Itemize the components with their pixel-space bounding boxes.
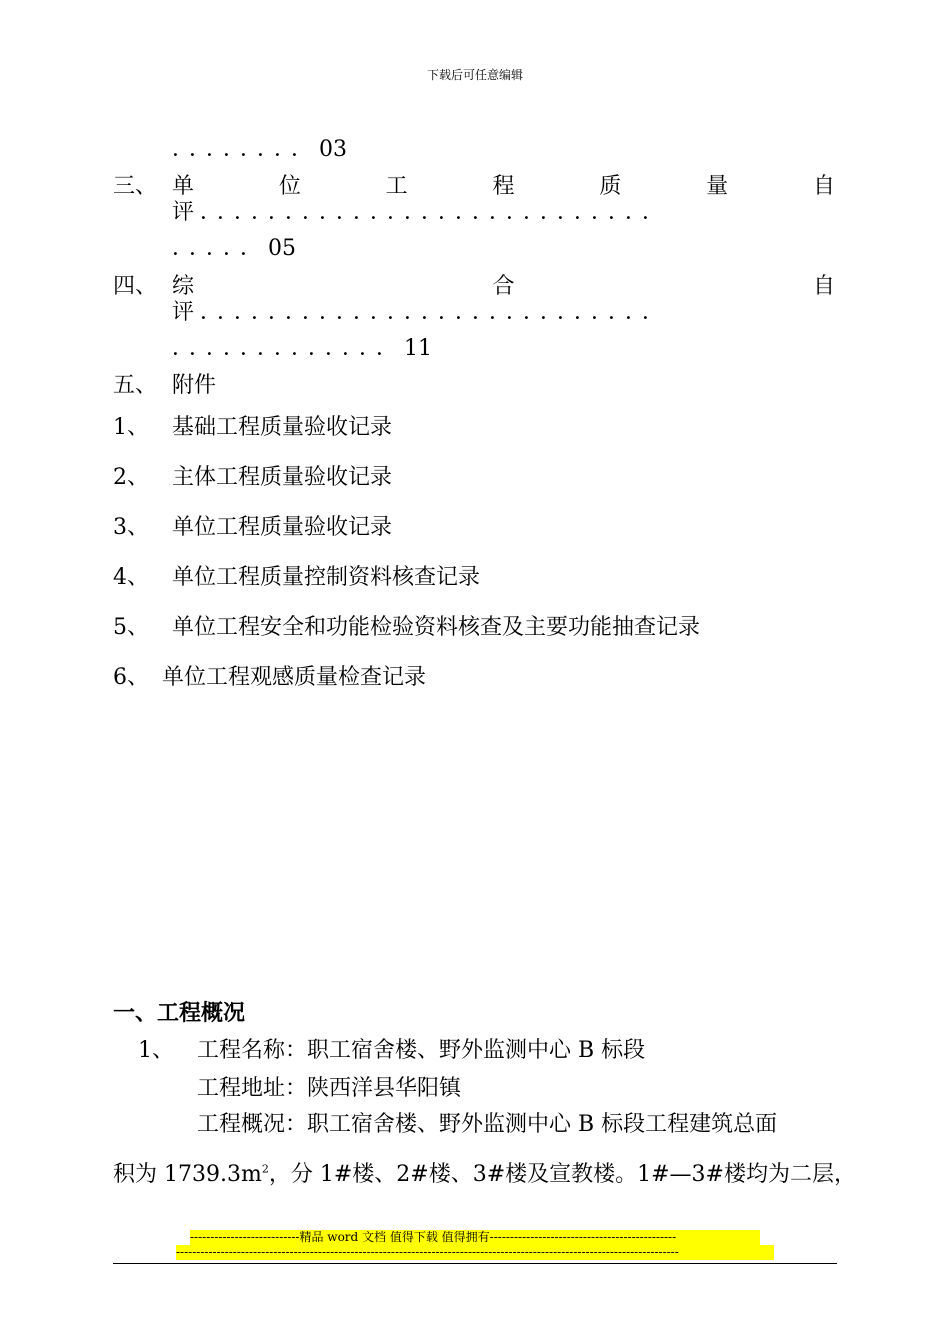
attachment-number: 6、 <box>113 665 149 690</box>
toc-dots: ．．．．． <box>172 236 269 261</box>
toc-title-char: 量 <box>706 174 729 199</box>
toc-item-number: 四、 <box>113 274 158 299</box>
toc-title-char: 工 <box>385 174 408 199</box>
overview-text: 积为 1739.3m <box>113 1162 262 1187</box>
toc-item-title: 附件 <box>172 373 217 398</box>
section-heading: 一、工程概况 <box>113 1000 246 1026</box>
project-overview-line1: 工程概况：职工宿舍楼、野外监测中心 B 标段工程建筑总面 <box>197 1112 778 1137</box>
attachment-label: 基础工程质量验收记录 <box>172 415 393 440</box>
attachment-number: 3、 <box>113 515 149 540</box>
toc-leader-line: 评．．．．．．．．．．．．．．．．．．．．．．．．．．． <box>172 300 671 325</box>
attachment-label: 单位工程质量验收记录 <box>172 515 393 540</box>
toc-item-number: 五、 <box>113 373 158 398</box>
toc-dots: ．．．．．．．．．．．．． <box>172 336 405 361</box>
subsection-number: 1、 <box>138 1038 174 1063</box>
toc-dots: ．．．．．．．． <box>172 137 320 162</box>
toc-page-number: 11 <box>404 336 433 361</box>
toc-title-char: 单 <box>172 174 195 199</box>
footer-banner-line1: ---------------------------精品 word 文档 值得下载 值得拥有---------------------------------------------- <box>190 1230 760 1245</box>
toc-leader-line: 评．．．．．．．．．．．．．．．．．．．．．．．．．．． <box>172 200 671 225</box>
attachment-number: 1、 <box>113 415 149 440</box>
toc-title-char: 位 <box>278 174 301 199</box>
project-address: 工程地址：陕西洋县华阳镇 <box>197 1076 462 1101</box>
attachment-number: 4、 <box>113 565 149 590</box>
attachment-number: 5、 <box>113 615 149 640</box>
toc-title-char: 程 <box>492 174 515 199</box>
toc-page-line <box>172 336 432 362</box>
toc-page-number: 05 <box>268 236 297 261</box>
toc-title-char: 自 <box>812 174 835 199</box>
toc-item-title <box>172 274 835 300</box>
project-overview-line2 <box>113 1157 856 1188</box>
toc-item-title <box>172 174 835 200</box>
toc-title-char: 合 <box>492 274 515 299</box>
toc-title-char: 综 <box>172 274 195 299</box>
toc-page-number: 03 <box>319 137 348 162</box>
overview-text: ，分 1#楼、2#楼、3#楼及宣教楼。1#—3#楼均为二层， <box>268 1162 856 1187</box>
attachment-label: 单位工程质量控制资料核查记录 <box>172 565 481 590</box>
toc-page-line <box>172 236 296 262</box>
footer-banner-line2: ---------------------------------------------------------------------------------------------------------------------------- <box>176 1245 774 1260</box>
toc-title-char: 自 <box>812 274 835 299</box>
toc-item-number: 三、 <box>113 174 158 199</box>
attachment-label: 主体工程质量验收记录 <box>172 465 393 490</box>
attachment-label: 单位工程观感质量检查记录 <box>162 665 427 690</box>
attachment-label: 单位工程安全和功能检验资料核查及主要功能抽查记录 <box>172 615 701 640</box>
toc-title-char: 质 <box>599 174 622 199</box>
footer-rule <box>113 1263 837 1264</box>
attachment-number: 2、 <box>113 465 149 490</box>
superscript: 2 <box>261 1162 269 1176</box>
project-name: 工程名称：职工宿舍楼、野外监测中心 B 标段 <box>197 1038 646 1063</box>
toc-continuation-line <box>172 137 347 163</box>
page-header: 下载后可任意编辑 <box>426 68 523 82</box>
